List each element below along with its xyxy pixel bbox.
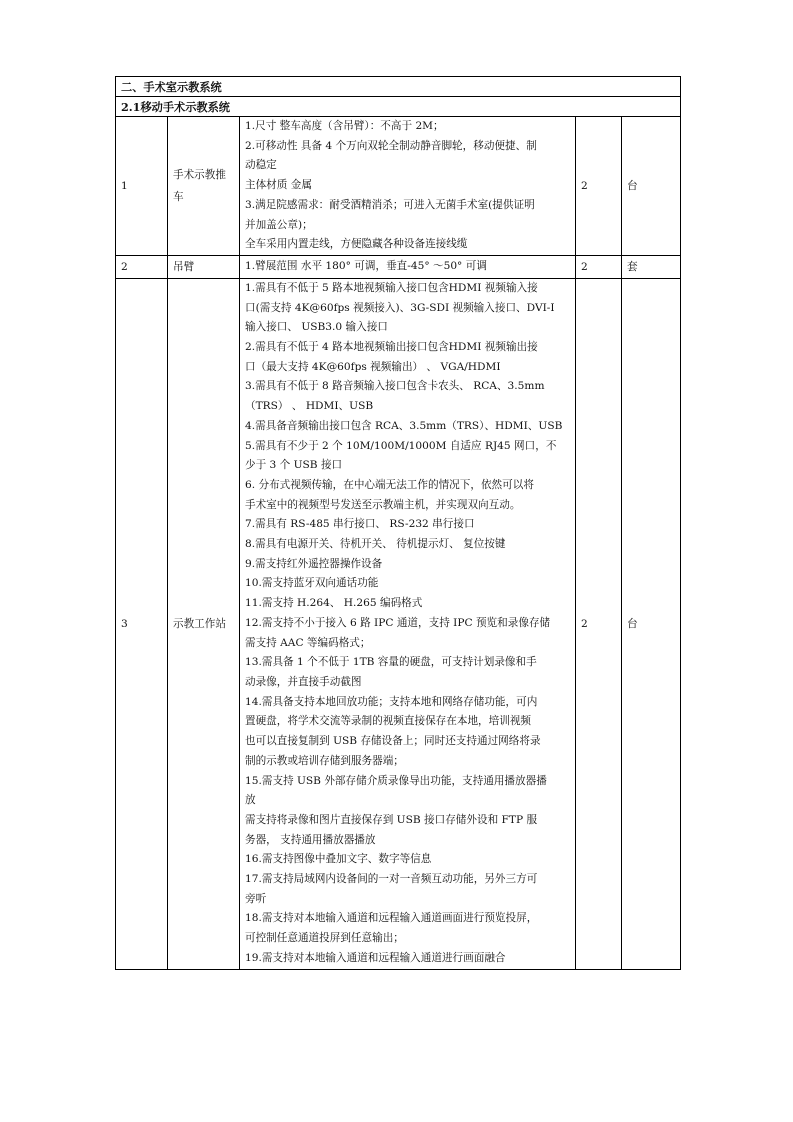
- spec-line: 19.需支持对本地输入通道和远程输入通道进行画面融合: [245, 951, 506, 964]
- spec-line: 3.满足院感需求：耐受酒精消杀；可进入无菌手术室(提供证明: [245, 198, 535, 211]
- spec-line: 7.需具有 RS-485 串行接口、 RS-232 串行接口: [245, 518, 475, 531]
- item-unit: 套: [622, 255, 681, 278]
- spec-line: 可控制任意通道投屏到任意输出；: [245, 932, 404, 945]
- item-unit: 台: [622, 117, 681, 256]
- spec-line: 并加盖公章)；: [245, 218, 313, 231]
- spec-line: 2.需具有不低于 4 路本地视频输出接口包含HDMI 视频输出接: [245, 341, 538, 354]
- spec-line: 置硬盘，将学术交流等录制的视频直接保存在本地，培训视频: [245, 715, 532, 728]
- spec-line: 15.需支持 USB 外部存储介质录像导出功能，支持通用播放器播: [245, 774, 547, 787]
- spec-line: 主体材质 金属: [245, 179, 312, 192]
- spec-line: 口(需支持 4K@60fps 视频接入)、3G-SDI 视频输入接口、DVI-I: [245, 301, 555, 314]
- spec-line: 口（最大支持 4K@60fps 视频输出） 、 VGA/HDMI: [245, 360, 501, 373]
- spec-line: 4.需具备音频输出接口包含 RCA、3.5mm（TRS）、HDMI、USB: [245, 419, 563, 432]
- spec-line: 也可以直接复制到 USB 存储设备上；同时还支持通过网络将录: [245, 735, 541, 748]
- section-header-row: [116, 77, 681, 97]
- item-name: 吊臂: [168, 255, 240, 278]
- spec-line: 少于 3 个 USB 接口: [245, 459, 343, 472]
- item-quantity: 2: [576, 255, 622, 278]
- item-number: 1: [116, 117, 168, 256]
- item-name: 示教工作站: [168, 278, 240, 969]
- spec-table: [115, 76, 681, 970]
- table-row: [116, 255, 681, 278]
- spec-line: 17.需支持局域网内设备间的一对一音频互动功能，另外三方可: [245, 873, 538, 886]
- spec-line: 动稳定: [245, 159, 277, 172]
- table-row: [116, 278, 681, 969]
- spec-line: 14.需具备支持本地回放功能；支持本地和网络存储功能，可内: [245, 695, 538, 708]
- spec-line: 1.需具有不低于 5 路本地视频输入接口包含HDMI 视频输入接: [245, 281, 538, 294]
- subsection-header-row: [116, 97, 681, 117]
- spec-line: 全车采用内置走线，方便隐藏各种设备连接线缆: [245, 238, 468, 251]
- spec-line: 放: [245, 794, 256, 807]
- item-spec: [240, 278, 576, 969]
- spec-line: 1.臂展范围 水平 180° 可调，垂直-45° ～50° 可调: [245, 260, 487, 273]
- item-number: 2: [116, 255, 168, 278]
- spec-line: 16.需支持图像中叠加文字、数字等信息: [245, 853, 432, 866]
- item-spec: [240, 117, 576, 256]
- spec-line: （TRS） 、 HDMI、USB: [245, 400, 374, 413]
- item-number: 3: [116, 278, 168, 969]
- spec-line: 9.需支持红外遥控器操作设备: [245, 557, 383, 570]
- table-row: [116, 117, 681, 256]
- spec-line: 动录像，并直接手动截图: [245, 675, 362, 688]
- spec-line: 8.需具有电源开关、待机开关、 待机提示灯、 复位按键: [245, 538, 506, 551]
- item-quantity: 2: [576, 278, 622, 969]
- spec-line: 需支持 AAC 等编码格式；: [245, 636, 371, 649]
- spec-line: 旁听: [245, 892, 267, 905]
- spec-line: 18.需支持对本地输入通道和远程输入通道画面进行预览投屏，: [245, 912, 538, 925]
- spec-line: 12.需支持不小于接入 6 路 IPC 通道，支持 IPC 预览和录像存储: [245, 616, 551, 629]
- spec-line: 10.需支持蓝牙双向通话功能: [245, 577, 379, 590]
- spec-line: 务器， 支持通用播放器播放: [245, 833, 376, 846]
- section-title: 二、手术室示教系统: [116, 77, 681, 97]
- spec-line: 手术室中的视频型号发送至示教端主机，并实现双向互动。: [245, 498, 521, 511]
- spec-line: 6. 分布式视频传输，在中心端无法工作的情况下，依然可以将: [245, 478, 534, 491]
- spec-line: 制的示教或培训存储到服务器端；: [245, 754, 404, 767]
- spec-line: 13.需具备 1 个不低于 1TB 容量的硬盘，可支持计划录像和手: [245, 656, 537, 669]
- spec-line: 1.尺寸 整车高度（含吊臂）：不高于 2M；: [245, 120, 444, 132]
- spec-line: 2.可移动性 具备 4 个万向双轮全制动静音脚轮，移动便捷、制: [245, 139, 537, 152]
- item-spec: [240, 255, 576, 278]
- spec-line: 需支持将录像和图片直接保存到 USB 接口存储外设和 FTP 服: [245, 813, 538, 826]
- item-quantity: 2: [576, 117, 622, 256]
- spec-line: 3.需具有不低于 8 路音频输入接口包含卡农头、 RCA、3.5mm: [245, 380, 545, 393]
- item-unit: 台: [622, 278, 681, 969]
- spec-line: 5.需具有不少于 2 个 10M/100M/1000M 自适应 RJ45 网口，不: [245, 439, 557, 452]
- subsection-title: 2.1移动手术示教系统: [116, 97, 681, 117]
- spec-line: 输入接口、 USB3.0 输入接口: [245, 321, 388, 334]
- spec-line: 11.需支持 H.264、 H.265 编码格式: [245, 597, 423, 610]
- item-name: 手术示教推车: [168, 117, 240, 256]
